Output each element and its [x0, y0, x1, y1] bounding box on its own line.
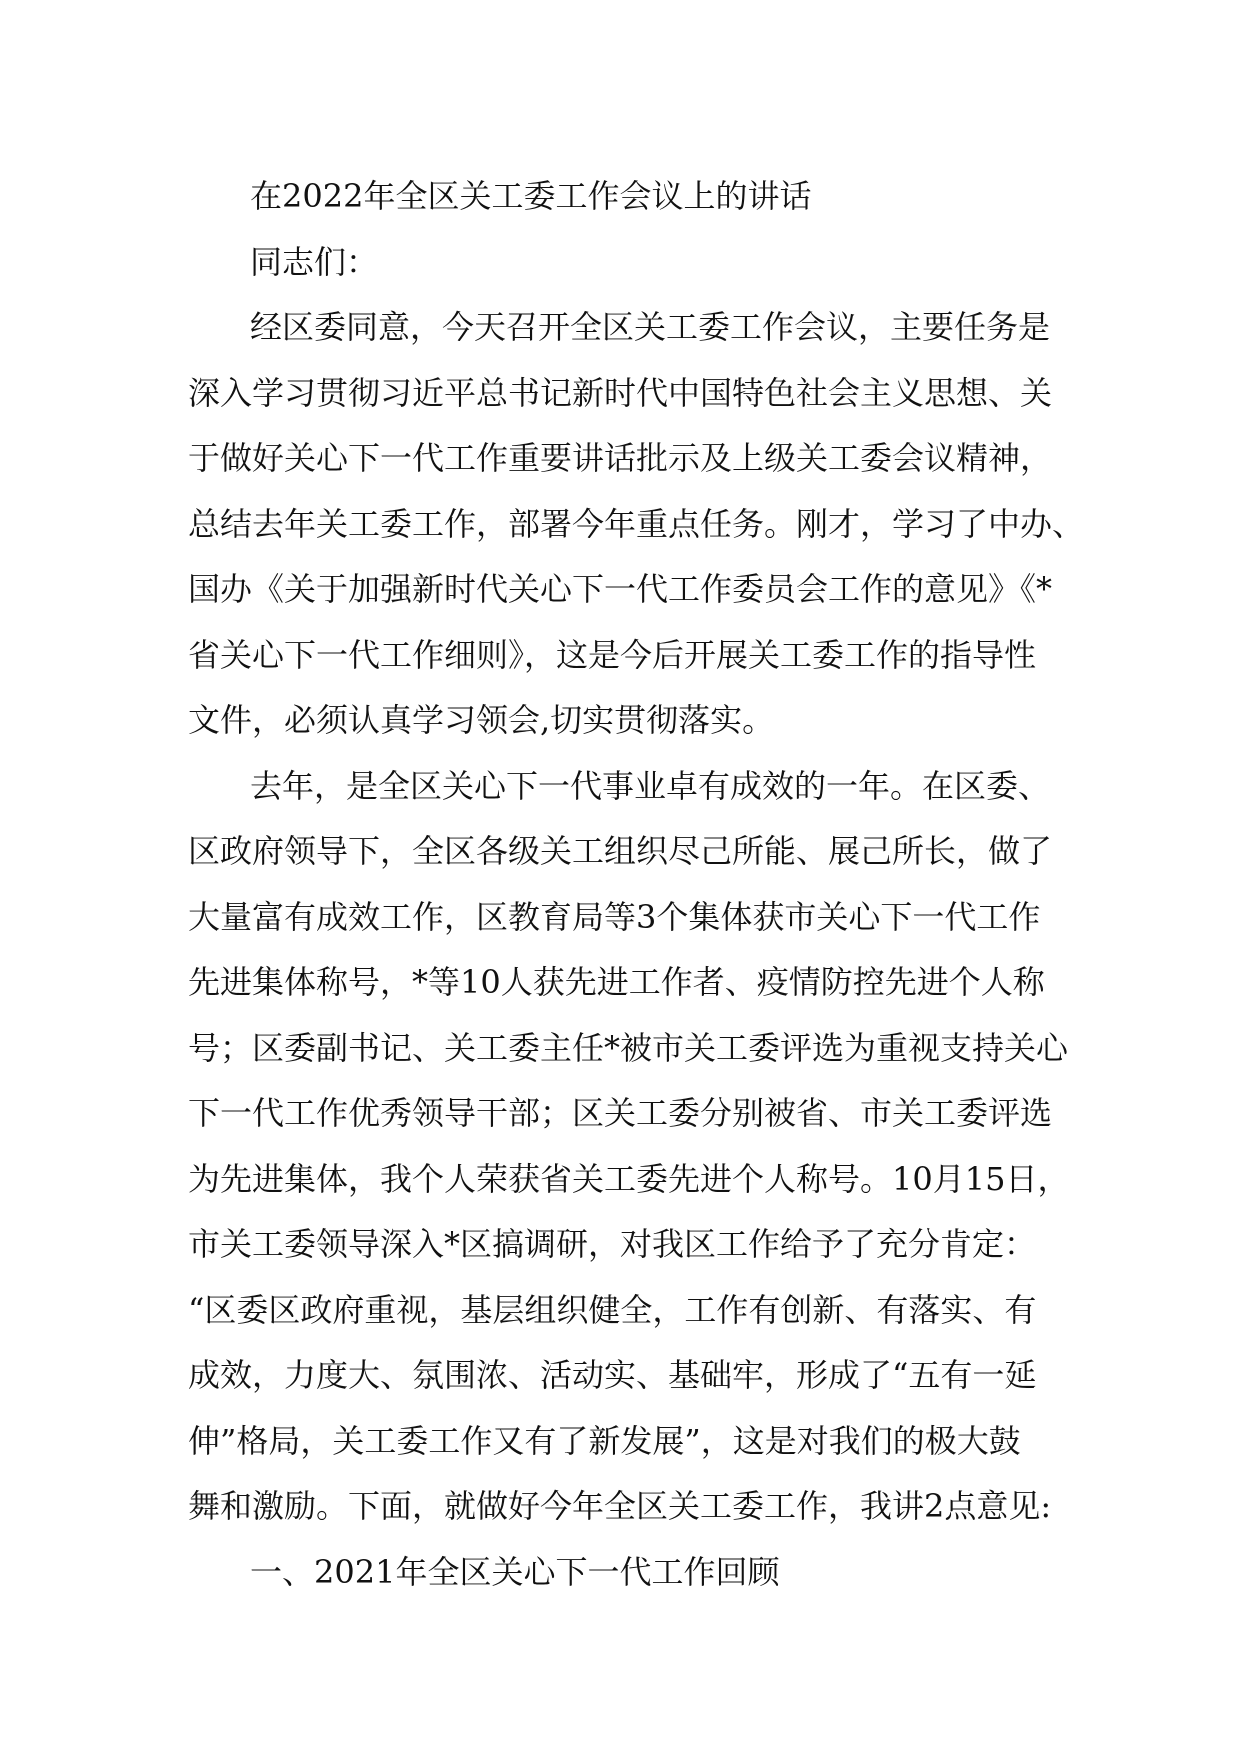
- paragraph-line: 舞和激励。下面，就做好今年全区关工委工作，我讲2点意见:: [188, 1487, 1052, 1525]
- paragraph-line: 下一代工作优秀领导干部；区关工委分别被省、市关工委评选: [188, 1094, 1053, 1132]
- document-title: 在2022年全区关工委工作会议上的讲话: [250, 177, 812, 215]
- paragraph-line: “区委区政府重视，基层组织健全，工作有创新、有落实、有: [188, 1290, 1037, 1329]
- paragraph-line: 号；区委副书记、关工委主任*被市关工委评选为重视支持关心: [188, 1028, 1069, 1067]
- paragraph-line: 先进集体称号，*等10人获先进工作者、疫情防控先进个人称: [188, 963, 1045, 1001]
- paragraph-line: 伸”格局，关工委工作又有了新发展”，这是对我们的极大鼓: [188, 1421, 1021, 1460]
- paragraph-line: 文件，必须认真学习领会,切实贯彻落实。: [188, 701, 775, 739]
- paragraph-line: 于做好关心下一代工作重要讲话批示及上级关工委会议精神，: [188, 439, 1053, 477]
- paragraph-line: 大量富有成效工作，区教育局等3个集体获市关心下一代工作: [188, 897, 1041, 936]
- paragraph-line: 区政府领导下，全区各级关工组织尽己所能、展己所长，做了: [188, 832, 1053, 870]
- paragraph-line: 省关心下一代工作细则》，这是今后开展关工委工作的指导性: [188, 635, 1037, 674]
- paragraph-line: 去年，是全区关心下一代事业卓有成效的一年。在区委、: [250, 766, 1051, 805]
- paragraph-line: 深入学习贯彻习近平总书记新时代中国特色社会主义思想、关: [188, 373, 1053, 412]
- paragraph-1: [188, 295, 1085, 754]
- paragraph-line: 为先进集体，我个人荣获省关工委先进个人称号。10月15日，: [188, 1159, 1070, 1198]
- paragraph-line: 国办《关于加强新时代关心下一代工作委员会工作的意见》《*: [188, 570, 1053, 608]
- paragraph-line: 经区委同意，今天召开全区关工委工作会议，主要任务是: [250, 308, 1051, 346]
- paragraph-line: 市关工委领导深入*区搞调研，对我区工作给予了充分肯定：: [188, 1225, 1037, 1263]
- paragraph-2: [188, 754, 1070, 1540]
- salutation: 同志们：: [250, 242, 379, 281]
- paragraph-line: 总结去年关工委工作，部署今年重点任务。刚才，学习了中办、: [188, 504, 1085, 543]
- section-heading: 一、2021年全区关心下一代工作回顾: [250, 1552, 780, 1591]
- document-page: [188, 164, 1085, 1605]
- paragraph-line: 成效，力度大、氛围浓、活动实、基础牢，形成了“五有一延: [188, 1356, 1037, 1394]
